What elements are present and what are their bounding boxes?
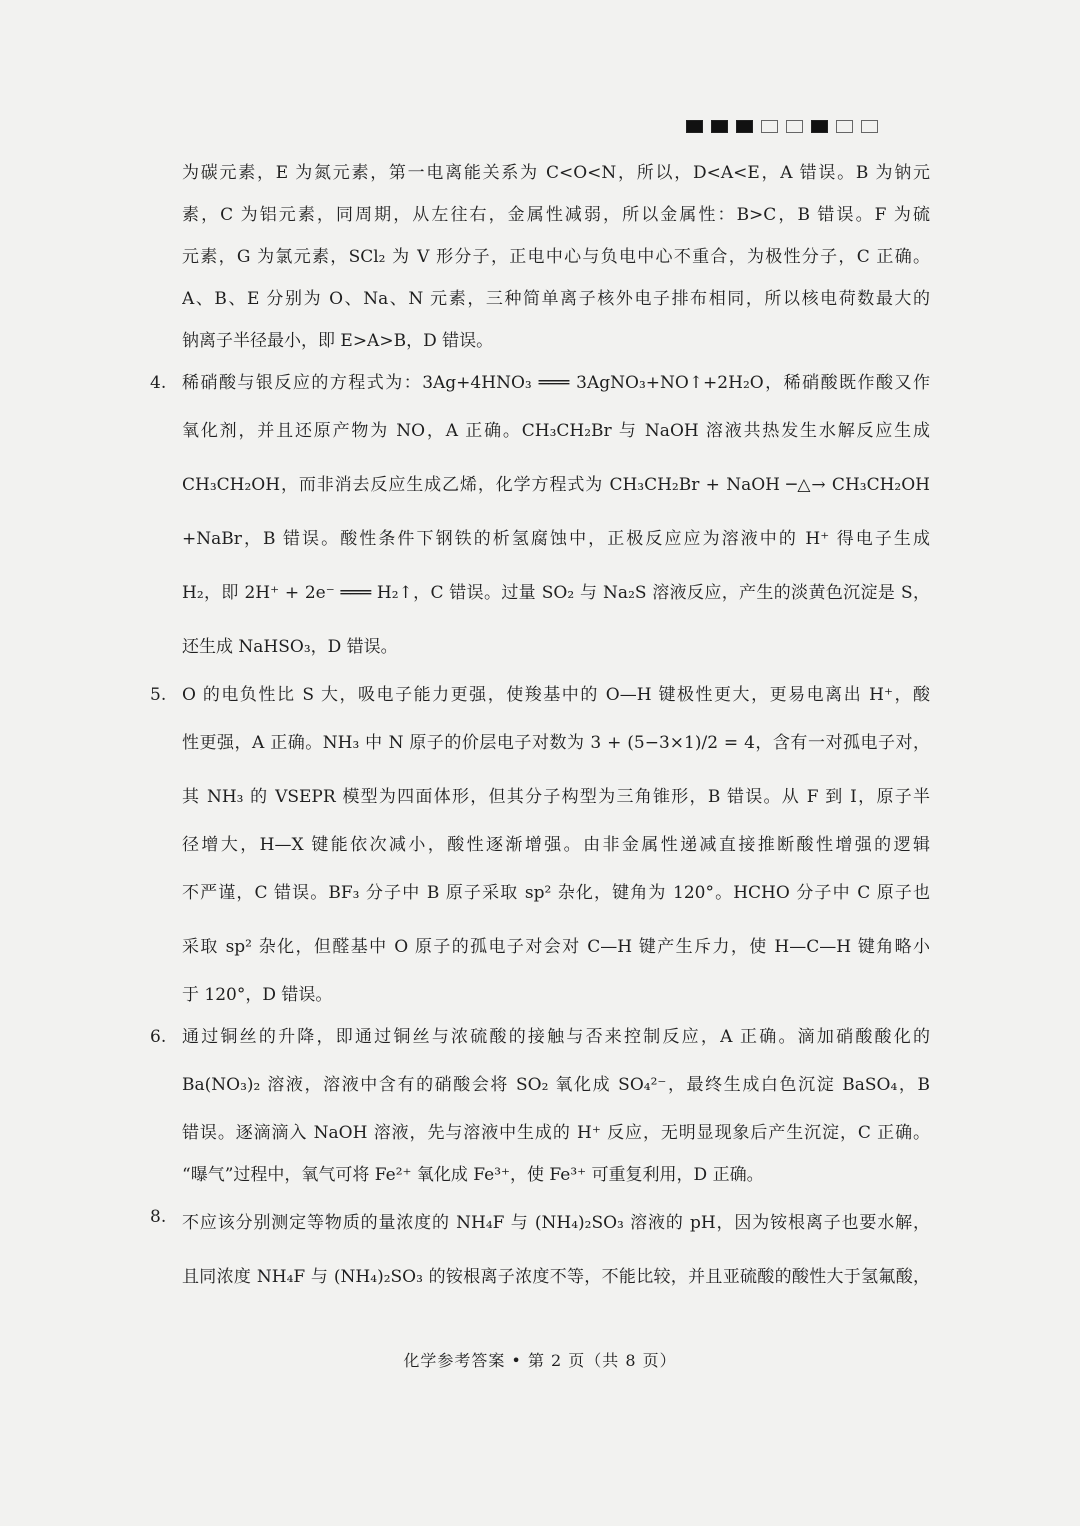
- text-line: 不应该分别测定等物质的量浓度的 NH₄F 与 (NH₄)₂SO₃ 溶液的 pH，因为铵根离子也要水解，: [182, 1213, 930, 1233]
- text-line: +NaBr，B 错误。酸性条件下钢铁的析氢腐蚀中，正极反应应为溶液中的 H⁺ 得电子生成: [182, 529, 930, 549]
- text-line: 通过铜丝的升降，即通过铜丝与浓硫酸的接触与否来控制反应，A 正确。滴加硝酸酸化的: [182, 1027, 930, 1047]
- marker-square: [711, 120, 728, 133]
- answer-content: [150, 152, 930, 1304]
- answer-item-8: [150, 1196, 930, 1304]
- text-line: 于 120°，D 错误。: [182, 985, 333, 1005]
- answer-item-6: [150, 1016, 930, 1196]
- text-line: 稀硝酸与银反应的方程式为：3Ag+4HNO₃ ═══ 3AgNO₃+NO↑+2H₂O，稀硝酸既作酸又作: [182, 373, 930, 393]
- page-marker-squares: [686, 120, 878, 133]
- text-line: 钠离子半径最小，即 E>A>B，D 错误。: [182, 331, 494, 351]
- marker-square: [861, 120, 878, 133]
- text-line: 错误。逐滴滴入 NaOH 溶液，先与溶液中生成的 H⁺ 反应，无明显现象后产生沉淀，C 正确。: [182, 1123, 930, 1143]
- text-line: 采取 sp² 杂化，但醛基中 O 原子的孤电子对会对 C—H 键产生斥力，使 H—C—H 键角略小: [182, 937, 930, 957]
- text-line: 不严谨，C 错误。BF₃ 分子中 B 原子采取 sp² 杂化，键角为 120°。HCHO 分子中 C 原子也: [182, 883, 930, 903]
- text-line: 为碳元素，E 为氮元素，第一电离能关系为 C<O<N，所以，D<A<E，A 错误。B 为钠元: [182, 163, 930, 183]
- text-line: 还生成 NaHSO₃，D 错误。: [182, 637, 398, 657]
- text-line: O 的电负性比 S 大，吸电子能力更强，使羧基中的 O—H 键极性更大，更易电离出 H⁺，酸: [182, 685, 930, 705]
- marker-square: [761, 120, 778, 133]
- marker-square: [736, 120, 753, 133]
- text-line: 其 NH₃ 的 VSEPR 模型为四面体形，但其分子构型为三角锥形，B 错误。从 F 到 I，原子半: [182, 787, 930, 807]
- text-line: 性更强，A 正确。NH₃ 中 N 原子的价层电子对数为 3 + (5−3×1)/2 = 4，含有一对孤电子对，: [182, 733, 930, 753]
- text-line: A、B、E 分别为 O、Na、N 元素，三种简单离子核外电子排布相同，所以核电荷数最大的: [182, 289, 930, 309]
- text-line: 元素，G 为氯元素，SCl₂ 为 V 形分子，正电中心与负电中心不重合，为极性分子，C 正确。: [182, 247, 930, 267]
- text-line: H₂，即 2H⁺ + 2e⁻ ═══ H₂↑，C 错误。过量 SO₂ 与 Na₂S 溶液反应，产生的淡黄色沉淀是 S，: [182, 583, 930, 603]
- answer-item-4: [150, 362, 930, 674]
- answer-number: 4.: [150, 373, 167, 393]
- answer-number: 5.: [150, 685, 167, 705]
- answer-number: 8.: [150, 1207, 167, 1227]
- marker-square: [811, 120, 828, 133]
- continuation-paragraph: [150, 152, 930, 362]
- text-line: 且同浓度 NH₄F 与 (NH₄)₂SO₃ 的铵根离子浓度不等，不能比较，并且亚硫酸的酸性大于氢氟酸，: [182, 1267, 930, 1287]
- text-line: Ba(NO₃)₂ 溶液，溶液中含有的硝酸会将 SO₂ 氧化成 SO₄²⁻，最终生成白色沉淀 BaSO₄，B: [182, 1075, 930, 1095]
- marker-square: [786, 120, 803, 133]
- marker-square: [836, 120, 853, 133]
- text-line: 素，C 为铝元素，同周期，从左往右，金属性减弱，所以金属性：B>C，B 错误。F 为硫: [182, 205, 930, 225]
- page-footer: 化学参考答案 • 第 2 页（共 8 页）: [403, 1351, 677, 1370]
- text-line: “曝气”过程中，氧气可将 Fe²⁺ 氧化成 Fe³⁺，使 Fe³⁺ 可重复利用，D 正确。: [182, 1165, 764, 1185]
- answer-item-5: [150, 674, 930, 1016]
- text-line: 径增大，H—X 键能依次减小，酸性逐渐增强。由非金属性递减直接推断酸性增强的逻辑: [182, 835, 930, 855]
- marker-square: [686, 120, 703, 133]
- answer-number: 6.: [150, 1027, 167, 1047]
- text-line: CH₃CH₂OH，而非消去反应生成乙烯，化学方程式为 CH₃CH₂Br + NaOH ─△→ CH₃CH₂OH: [182, 475, 930, 495]
- text-line: 氧化剂，并且还原产物为 NO，A 正确。CH₃CH₂Br 与 NaOH 溶液共热发生水解反应生成: [182, 421, 930, 441]
